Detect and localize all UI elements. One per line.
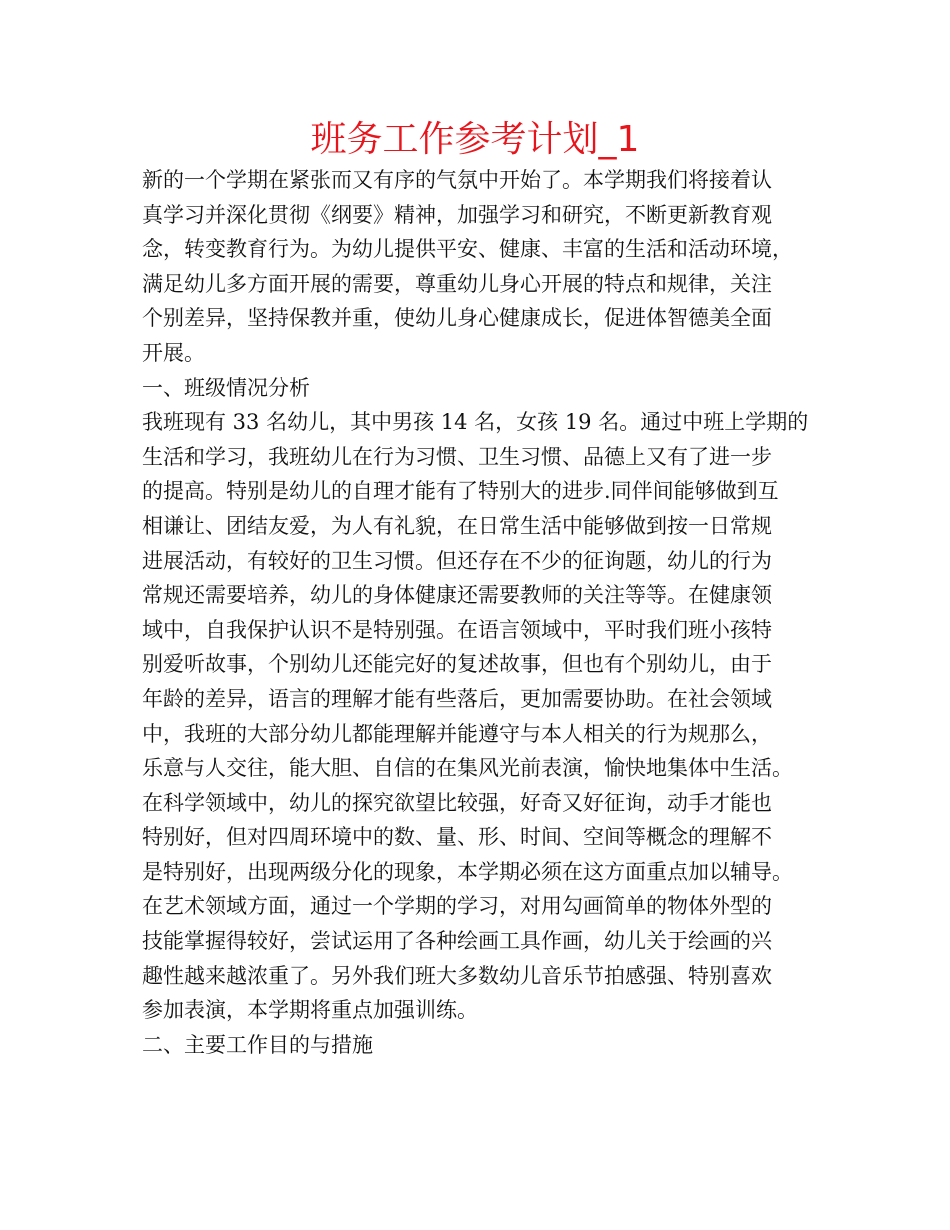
body-line: 新的一个学期在紧张而又有序的气氛中开始了。本学期我们将接着认: [142, 168, 772, 192]
body-line: 在艺术领域方面，通过一个学期的学习，对用勾画简单的物体外型的: [142, 894, 772, 919]
section-heading: 一、班级情况分析: [142, 375, 310, 400]
body-line: 特别好，但对四周环境中的数、量、形、时间、空间等概念的理解不: [142, 825, 772, 850]
body-line: 满足幼儿多方面开展的需要，尊重幼儿身心开展的特点和规律，关注: [142, 271, 772, 296]
body-line: 在科学领域中，幼儿的探究欲望比较强，好奇又好征询，动手才能也: [142, 790, 772, 815]
body-line: 域中，自我保护认识不是特别强。在语言领域中，平时我们班小孩特: [142, 617, 772, 642]
body-line: 开展。: [142, 340, 205, 365]
body-line: 中，我班的大部分幼儿都能理解并能遵守与本人相关的行为规那么，: [142, 721, 772, 746]
body-line: 个别差异，坚持保教并重，使幼儿身心健康成长，促进体智德美全面: [142, 306, 772, 331]
body-line: 参加表演，本学期将重点加强训练。: [142, 998, 478, 1023]
body-line: 技能掌握得较好，尝试运用了各种绘画工具作画，幼儿关于绘画的兴: [142, 929, 772, 954]
body-line: 趣性越来越浓重了。另外我们班大多数幼儿音乐节拍感强、特别喜欢: [142, 963, 772, 988]
body-line: 真学习并深化贯彻《纲要》精神，加强学习和研究，不断更新教育观: [142, 202, 772, 227]
body-line: 乐意与人交往，能大胆、自信的在集风光前表演，愉快地集体中生活。: [142, 756, 793, 781]
body-line: 常规还需要培养，幼儿的身体健康还需要教师的关注等等。在健康领: [142, 583, 772, 608]
body-line: 念，转变教育行为。为幼儿提供平安、健康、丰富的生活和活动环境，: [142, 237, 793, 262]
body-line: 生活和学习，我班幼儿在行为习惯、卫生习惯、品德上又有了进一步: [142, 444, 772, 469]
section-heading: 二、主要工作目的与措施: [142, 1032, 373, 1057]
body-line: 是特别好，出现两级分化的现象，本学期必须在这方面重点加以辅导。: [142, 859, 793, 884]
document-title: 班务工作参考计划_1: [310, 119, 640, 160]
body-line: 年龄的差异，语言的理解才能有些落后，更加需要协助。在社会领域: [142, 686, 772, 711]
body-line: 相谦让、团结友爱，为人有礼貌，在日常生活中能够做到按一日常规: [142, 513, 772, 538]
body-line: 别爱听故事，个别幼儿还能完好的复述故事，但也有个别幼儿，由于: [142, 652, 772, 677]
body-line: 我班现有 33 名幼儿，其中男孩 14 名，女孩 19 名。通过中班上学期的: [142, 410, 809, 435]
body-line: 的提高。特别是幼儿的自理才能有了特别大的进步.同伴间能够做到互: [142, 479, 779, 504]
document-body: [142, 163, 832, 1062]
body-line: 进展活动，有较好的卫生习惯。但还存在不少的征询题，幼儿的行为: [142, 548, 772, 573]
